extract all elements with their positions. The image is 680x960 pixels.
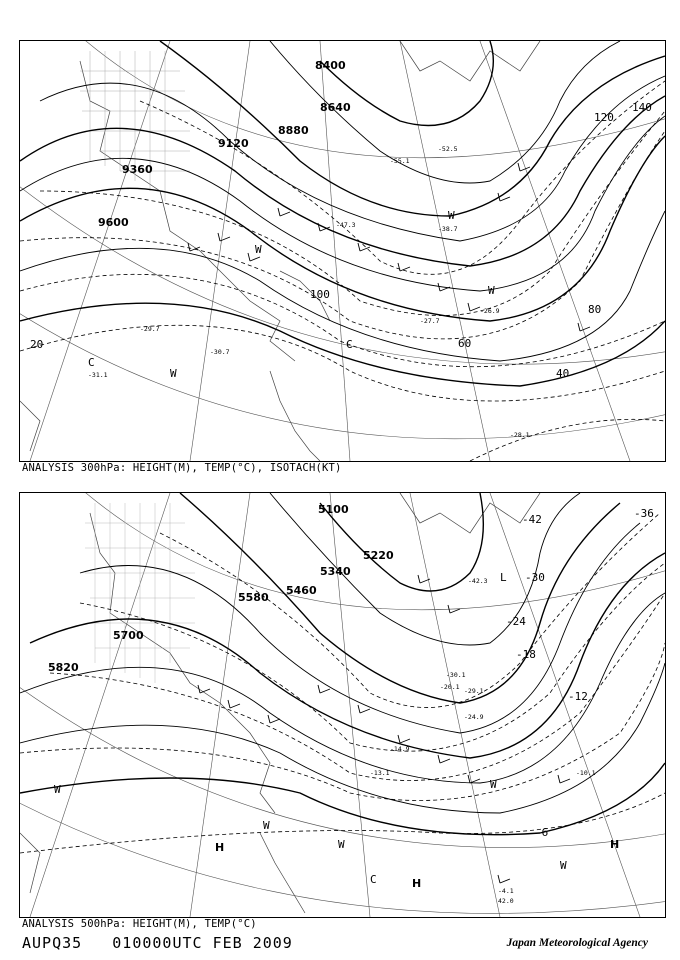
center-marker: H: [412, 877, 422, 890]
height-label: 9360: [122, 163, 153, 176]
caption-300hpa: ANALYSIS 300hPa: HEIGHT(M), TEMP(°C), ISOTACH(KT): [22, 462, 342, 474]
temperature-group: [88, 145, 530, 439]
isotach-label: 20: [30, 338, 44, 351]
isotach-label: 120: [594, 111, 614, 124]
station-value: -10.1: [576, 769, 596, 777]
station-value: -20.1: [440, 683, 460, 691]
height-contours: [20, 41, 665, 386]
center-marker: W: [263, 819, 270, 832]
height-label: 9120: [218, 137, 249, 150]
center-marker: W: [560, 859, 567, 872]
center-marker: H: [610, 838, 620, 851]
temp-value: -26.9: [480, 307, 500, 315]
center-marker: H: [215, 841, 225, 854]
caption-500hpa: ANALYSIS 500hPa: HEIGHT(M), TEMP(°C): [22, 918, 257, 930]
isotherm-label: -36: [634, 507, 654, 520]
product-header: [22, 934, 293, 952]
height-label: 5460: [286, 584, 317, 597]
center-group: [88, 209, 495, 380]
center-marker: C: [88, 356, 95, 369]
isotach-label: 100: [310, 288, 330, 301]
valid-time: 010000UTC FEB 2009: [112, 934, 293, 952]
isotach-label: 80: [588, 303, 602, 316]
center-marker: C: [346, 338, 353, 351]
temp-value: -47.3: [336, 221, 356, 229]
temp-value: -29.7: [140, 325, 160, 333]
isotherm-label: -24: [506, 615, 526, 628]
isotach-label: 40: [556, 367, 570, 380]
chart-300hpa: [19, 40, 666, 462]
height-label: 5100: [318, 503, 349, 516]
chart-500hpa: [19, 492, 666, 918]
center-marker: W: [170, 367, 177, 380]
isotach-label: 140: [632, 101, 652, 114]
graticule: [20, 493, 665, 917]
station-value: -13.1: [370, 769, 390, 777]
height-label: 5580: [238, 591, 269, 604]
isotherm-label: -6: [535, 826, 549, 839]
product-code: AUPQ35: [22, 934, 83, 952]
isotachs: [20, 81, 665, 461]
map-300hpa: [20, 41, 665, 461]
center-marker: C: [370, 873, 377, 886]
center-marker: W: [54, 783, 61, 796]
temp-value: -55.1: [390, 157, 410, 165]
isotherm-label: -12: [568, 690, 588, 703]
height-label: 5340: [320, 565, 351, 578]
temp-value: -30.7: [210, 348, 230, 356]
height-label: 9600: [98, 216, 129, 229]
isotherm-label-group: [506, 507, 654, 839]
height-label: 5220: [363, 549, 394, 562]
isotherm-label: -30: [525, 571, 545, 584]
isotherm-label: -18: [516, 648, 536, 661]
center-marker: W: [255, 243, 262, 256]
station-value: -14.9: [390, 745, 410, 753]
station-value: -30.1: [446, 671, 466, 679]
isotherm-label: -42: [522, 513, 542, 526]
land-hatch: [85, 503, 195, 683]
isotach-label: 60: [458, 337, 472, 350]
height-label: 8880: [278, 124, 309, 137]
height-label: 5700: [113, 629, 144, 642]
center-marker: W: [448, 209, 455, 222]
center-marker: W: [490, 778, 497, 791]
temp-value: -27.7: [420, 317, 440, 325]
map-500hpa: [20, 493, 665, 917]
station-value: 42.0: [498, 897, 514, 905]
station-value: -42.3: [468, 577, 488, 585]
temp-value: -28.1: [510, 431, 530, 439]
temp-value: -38.7: [438, 225, 458, 233]
height-label: 5820: [48, 661, 79, 674]
center-marker: W: [488, 284, 495, 297]
temp-value: -31.1: [88, 371, 108, 379]
station-value: -4.1: [498, 887, 514, 895]
isotherms: [20, 513, 665, 853]
center-marker: L: [500, 571, 507, 584]
land-hatch: [80, 51, 190, 201]
agency-credit: Japan Meteorological Agency: [506, 937, 648, 949]
station-value: -29.1: [464, 687, 484, 695]
height-label: 8400: [315, 59, 346, 72]
height-label: 8640: [320, 101, 351, 114]
temp-value: -52.5: [438, 145, 458, 153]
station-value: -24.9: [464, 713, 484, 721]
center-marker: W: [338, 838, 345, 851]
